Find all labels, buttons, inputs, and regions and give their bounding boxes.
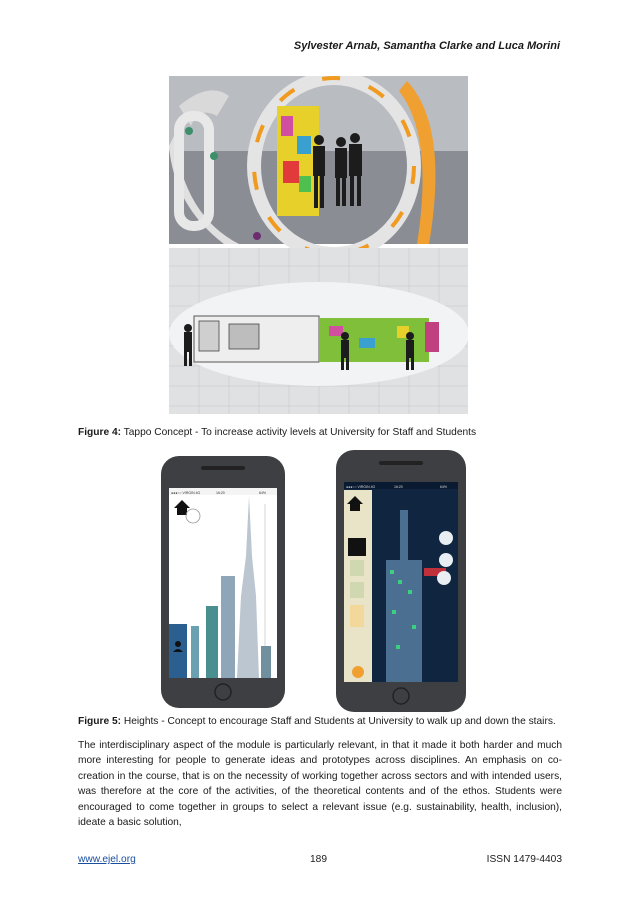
journal-url-link[interactable]: www.ejel.org <box>78 854 136 865</box>
status-battery-right: 64% <box>440 485 448 489</box>
body-paragraph: The interdisciplinary aspect of the module is particularly relevant, in that it made it both harder and much more interesting for people to generate ideas and prototypes across disciplines. An emphasis on co-creation in the course, that is on the necessity of working together across sectors and with intended users, was therefore at the core of the activities, of the theoretical contents and of the ethos. Students were encouraged to come together in groups to select a relevant issue (e.g. sustainability, health, inclusion), ideate a basic solution, <box>78 740 562 829</box>
status-time-left: 16:20 <box>216 491 225 495</box>
museum-icon <box>348 538 366 556</box>
status-carrier-left: ●●●○○ VIRGIN 4G <box>171 491 201 495</box>
status-carrier-right: ●●●○○ VIRGIN 4G <box>346 485 376 489</box>
status-battery-left: 64% <box>259 491 267 495</box>
running-header: Sylvester Arnab, Samantha Clarke and Luca Morini <box>293 40 560 52</box>
figure-5-phone-left <box>161 456 285 708</box>
figure-4-image <box>169 76 468 414</box>
figure-5-phone-right <box>336 450 466 712</box>
page-number: 189 <box>310 854 327 865</box>
status-time-right: 16:20 <box>394 485 403 489</box>
figure-4-caption: Figure 4: Tappo Concept - To increase activity levels at University for Staff and Students <box>78 427 477 438</box>
issn-number: ISSN 1479-4403 <box>486 854 562 865</box>
figure-5-caption: Figure 5: Heights - Concept to encourage Staff and Students at University to walk up and down the stairs. <box>78 716 556 727</box>
person-icon <box>175 641 181 647</box>
